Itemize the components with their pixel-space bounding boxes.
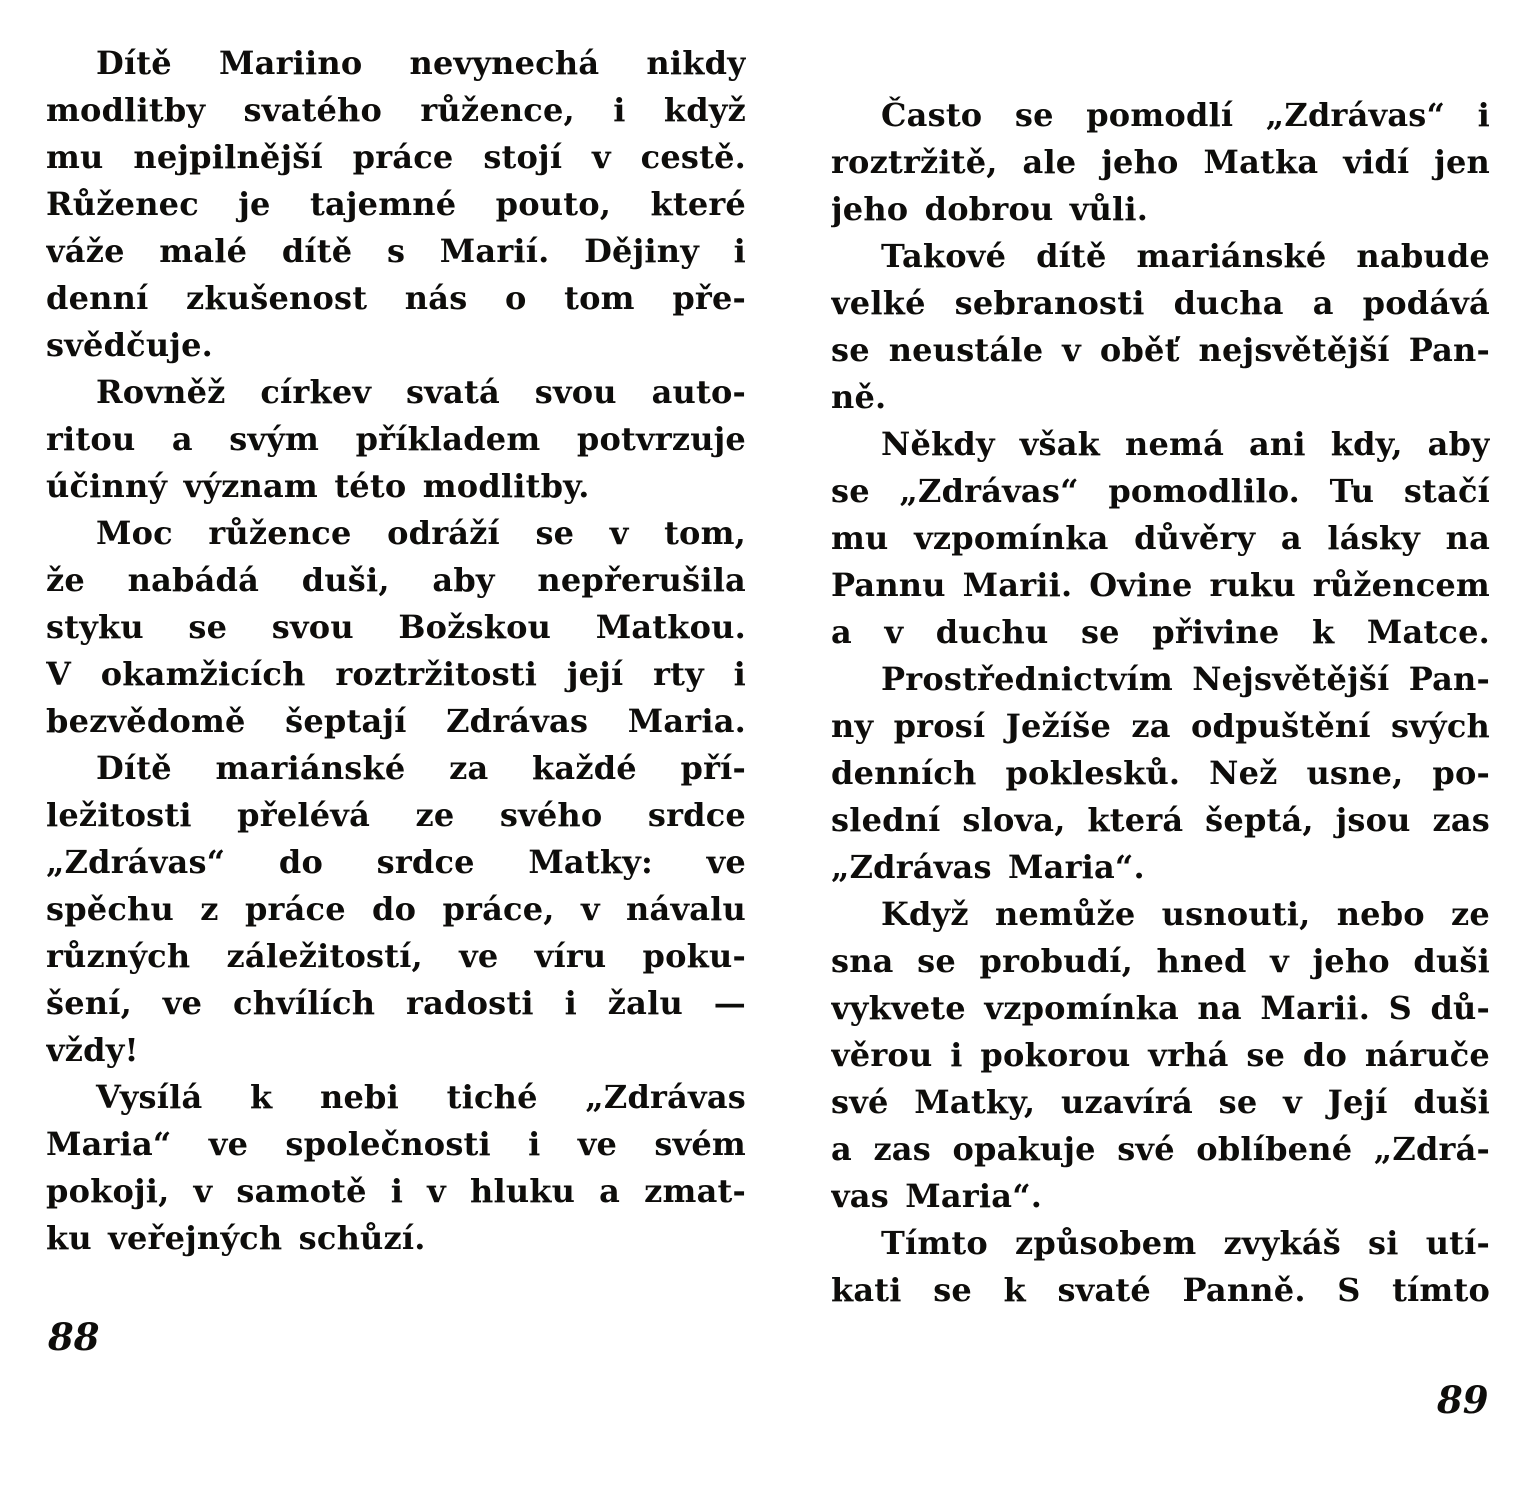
- text-line: styku se svou Božskou Matkou.: [46, 608, 746, 646]
- text-line: se „Zdrávas“ pomodlilo. Tu stačí: [831, 472, 1490, 510]
- text-line: své Matky, uzavírá se v Její duši: [831, 1083, 1490, 1121]
- text-line: Pannu Marii. Ovine ruku růžencem: [831, 566, 1490, 604]
- text-line: Moc růžence odráží se v tom,: [96, 514, 746, 552]
- text-line: Dítě mariánské za každé pří-: [96, 749, 746, 787]
- text-line: mu vzpomínka důvěry a lásky na: [831, 519, 1490, 557]
- text-line: různých záležitostí, ve víru poku-: [46, 937, 746, 975]
- text-line: Maria“ ve společnosti i ve svém: [46, 1125, 746, 1163]
- text-line: V okamžicích roztržitosti její rty i: [46, 655, 746, 693]
- text-line: Někdy však nemá ani kdy, aby: [881, 425, 1490, 463]
- text-line: šení, ve chvílích radosti i žalu —: [46, 984, 746, 1022]
- text-line: mu nejpilnější práce stojí v cestě.: [46, 138, 746, 176]
- text-line: modlitby svatého růžence, i když: [46, 91, 746, 129]
- text-line: se neustále v oběť nejsvětější Pan-: [831, 331, 1490, 369]
- text-line: ně.: [831, 378, 887, 416]
- text-line: slední slova, která šeptá, jsou zas: [831, 801, 1490, 839]
- text-line: ležitosti přelévá ze svého srdce: [46, 796, 746, 834]
- text-line: denní zkušenost nás o tom pře-: [46, 279, 746, 317]
- text-line: účinný význam této modlitby.: [46, 467, 590, 505]
- text-line: a v duchu se přivine k Matce.: [831, 613, 1490, 651]
- text-line: Rovněž církev svatá svou auto-: [96, 373, 746, 411]
- text-line: Prostřednictvím Nejsvětější Pan-: [881, 660, 1490, 698]
- page-number-left: 88: [48, 1315, 100, 1359]
- text-line: a zas opakuje své oblíbené „Zdrá-: [831, 1130, 1490, 1168]
- text-line: vždy!: [46, 1031, 139, 1069]
- text-line: velké sebranosti ducha a podává: [831, 284, 1490, 322]
- text-line: Často se pomodlí „Zdrávas“ i: [881, 96, 1490, 134]
- text-line: Tímto způsobem zvykáš si utí-: [881, 1224, 1490, 1262]
- text-line: bezvědomě šeptají Zdrávas Maria.: [46, 702, 746, 740]
- text-line: ku veřejných schůzí.: [46, 1219, 426, 1257]
- text-line: vas Maria“.: [831, 1177, 1043, 1215]
- text-line: roztržitě, ale jeho Matka vidí jen: [831, 143, 1490, 181]
- text-line: „Zdrávas Maria“.: [831, 848, 1145, 886]
- text-line: Růženec je tajemné pouto, které: [46, 185, 746, 223]
- text-line: vykvete vzpomínka na Marii. S dů-: [831, 989, 1490, 1027]
- text-line: spěchu z práce do práce, v návalu: [46, 890, 746, 928]
- text-line: váže malé dítě s Marií. Dějiny i: [46, 232, 746, 270]
- right-page-text-column: [831, 92, 1490, 1314]
- text-line: kati se k svaté Panně. S tímto: [831, 1271, 1490, 1309]
- text-line: ny prosí Ježíše za odpuštění svých: [831, 707, 1490, 745]
- text-line: Takové dítě mariánské nabude: [881, 237, 1490, 275]
- text-line: „Zdrávas“ do srdce Matky: ve: [46, 843, 746, 881]
- text-line: že nabádá duši, aby nepřerušila: [46, 561, 746, 599]
- text-line: jeho dobrou vůli.: [831, 190, 1149, 228]
- page-number-right: 89: [1437, 1378, 1489, 1422]
- text-line: ritou a svým příkladem potvrzuje: [46, 420, 746, 458]
- text-line: svědčuje.: [46, 326, 213, 364]
- left-page-text-column: [46, 40, 746, 1262]
- text-line: Když nemůže usnouti, nebo ze: [881, 895, 1490, 933]
- text-line: Vysílá k nebi tiché „Zdrávas: [96, 1078, 746, 1116]
- text-line: denních poklesků. Než usne, po-: [831, 754, 1490, 792]
- text-line: pokoji, v samotě i v hluku a zmat-: [46, 1172, 746, 1210]
- text-line: Dítě Mariino nevynechá nikdy: [96, 44, 746, 82]
- text-line: sna se probudí, hned v jeho duši: [831, 942, 1490, 980]
- text-line: věrou i pokorou vrhá se do náruče: [831, 1036, 1490, 1074]
